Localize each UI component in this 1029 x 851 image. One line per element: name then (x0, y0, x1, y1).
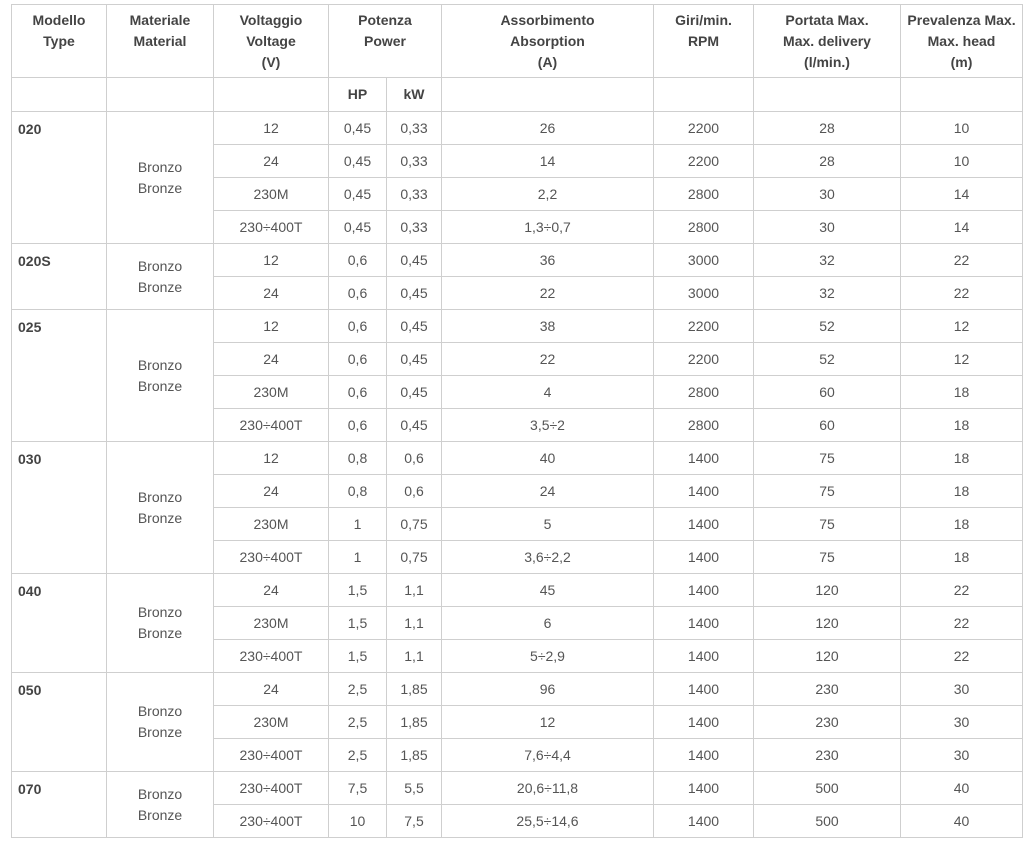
header-model: Modello Type (12, 5, 107, 78)
header-row (12, 5, 1023, 78)
rpm-cell: 1400 (654, 607, 754, 640)
delivery-cell: 120 (754, 640, 901, 673)
header-material: Materiale Material (107, 5, 214, 78)
kw-cell: 1,1 (387, 640, 442, 673)
absorption-cell: 14 (442, 145, 654, 178)
subheader-empty-cell (442, 78, 654, 112)
delivery-cell: 28 (754, 145, 901, 178)
rpm-cell: 2200 (654, 343, 754, 376)
subheader-kw: kW (387, 78, 442, 112)
hp-cell: 1 (329, 541, 387, 574)
hp-cell: 1,5 (329, 574, 387, 607)
kw-cell: 0,45 (387, 277, 442, 310)
subheader-empty-cell (754, 78, 901, 112)
material-cell (107, 673, 214, 772)
material-label: Bronze (137, 278, 183, 295)
kw-cell: 1,1 (387, 607, 442, 640)
delivery-cell: 75 (754, 475, 901, 508)
model-cell: 050 (12, 673, 107, 772)
voltage-cell: 230÷400T (214, 739, 329, 772)
head-cell: 30 (901, 706, 1023, 739)
material-label: Bronzo (137, 158, 183, 175)
delivery-cell: 60 (754, 376, 901, 409)
model-cell: 030 (12, 442, 107, 574)
kw-cell: 1,85 (387, 706, 442, 739)
voltage-cell: 230÷400T (214, 541, 329, 574)
kw-cell: 0,45 (387, 376, 442, 409)
hp-cell: 0,45 (329, 112, 387, 145)
voltage-cell: 24 (214, 343, 329, 376)
table-row (12, 112, 1023, 145)
delivery-cell: 30 (754, 178, 901, 211)
hp-cell: 0,8 (329, 442, 387, 475)
kw-cell: 0,45 (387, 343, 442, 376)
absorption-cell: 5 (442, 508, 654, 541)
absorption-cell: 45 (442, 574, 654, 607)
rpm-cell: 2200 (654, 145, 754, 178)
head-cell: 30 (901, 739, 1023, 772)
header-power: Potenza Power (329, 5, 442, 78)
voltage-cell: 24 (214, 145, 329, 178)
head-cell: 10 (901, 145, 1023, 178)
hp-cell: 0,6 (329, 376, 387, 409)
rpm-cell: 2800 (654, 376, 754, 409)
absorption-cell: 12 (442, 706, 654, 739)
subheader-empty-cell (654, 78, 754, 112)
material-cell (107, 112, 214, 244)
hp-cell: 0,6 (329, 277, 387, 310)
kw-cell: 0,33 (387, 112, 442, 145)
kw-cell: 0,6 (387, 475, 442, 508)
hp-cell: 2,5 (329, 673, 387, 706)
delivery-cell: 500 (754, 805, 901, 838)
absorption-cell: 20,6÷11,8 (442, 772, 654, 805)
material-label: Bronzo (137, 785, 183, 802)
rpm-cell: 2800 (654, 211, 754, 244)
head-cell: 30 (901, 673, 1023, 706)
head-cell: 22 (901, 640, 1023, 673)
pump-specs-table (11, 4, 1023, 838)
material-label: Bronze (137, 625, 183, 641)
absorption-cell: 38 (442, 310, 654, 343)
head-cell: 40 (901, 772, 1023, 805)
rpm-cell: 1400 (654, 475, 754, 508)
material-cell (107, 244, 214, 310)
kw-cell: 0,6 (387, 442, 442, 475)
voltage-cell: 230÷400T (214, 211, 329, 244)
delivery-cell: 75 (754, 541, 901, 574)
voltage-cell: 12 (214, 244, 329, 277)
hp-cell: 1,5 (329, 640, 387, 673)
hp-cell: 0,6 (329, 244, 387, 277)
rpm-cell: 2800 (654, 178, 754, 211)
delivery-cell: 75 (754, 508, 901, 541)
header-rpm: Giri/min. RPM (654, 5, 754, 78)
material-label: Bronze (137, 806, 183, 823)
absorption-cell: 4 (442, 376, 654, 409)
kw-cell: 0,45 (387, 409, 442, 442)
kw-cell: 0,33 (387, 145, 442, 178)
voltage-cell: 230÷400T (214, 640, 329, 673)
material-label: Bronze (137, 377, 183, 394)
delivery-cell: 120 (754, 607, 901, 640)
model-cell: 020 (12, 112, 107, 244)
absorption-cell: 5÷2,9 (442, 640, 654, 673)
kw-cell: 0,45 (387, 244, 442, 277)
voltage-cell: 230M (214, 607, 329, 640)
hp-cell: 0,6 (329, 310, 387, 343)
head-cell: 40 (901, 805, 1023, 838)
rpm-cell: 3000 (654, 277, 754, 310)
head-cell: 22 (901, 244, 1023, 277)
table-row (12, 442, 1023, 475)
hp-cell: 0,8 (329, 475, 387, 508)
delivery-cell: 28 (754, 112, 901, 145)
voltage-cell: 12 (214, 442, 329, 475)
material-label: Bronze (137, 179, 183, 196)
head-cell: 18 (901, 442, 1023, 475)
absorption-cell: 22 (442, 277, 654, 310)
hp-cell: 2,5 (329, 739, 387, 772)
kw-cell: 0,75 (387, 508, 442, 541)
absorption-cell: 40 (442, 442, 654, 475)
rpm-cell: 1400 (654, 640, 754, 673)
delivery-cell: 52 (754, 310, 901, 343)
material-cell (107, 442, 214, 574)
absorption-cell: 36 (442, 244, 654, 277)
voltage-cell: 230M (214, 706, 329, 739)
delivery-cell: 75 (754, 442, 901, 475)
hp-cell: 0,45 (329, 211, 387, 244)
header-delivery: Portata Max. Max. delivery (l/min.) (754, 5, 901, 78)
rpm-cell: 1400 (654, 574, 754, 607)
head-cell: 22 (901, 277, 1023, 310)
voltage-cell: 24 (214, 277, 329, 310)
voltage-cell: 12 (214, 310, 329, 343)
voltage-cell: 230M (214, 178, 329, 211)
delivery-cell: 52 (754, 343, 901, 376)
head-cell: 18 (901, 541, 1023, 574)
absorption-cell: 2,2 (442, 178, 654, 211)
kw-cell: 0,45 (387, 310, 442, 343)
delivery-cell: 60 (754, 409, 901, 442)
absorption-cell: 24 (442, 475, 654, 508)
kw-cell: 0,75 (387, 541, 442, 574)
delivery-cell: 230 (754, 706, 901, 739)
material-cell (107, 310, 214, 442)
material-cell (107, 574, 214, 673)
material-label: Bronzo (137, 356, 183, 373)
rpm-cell: 1400 (654, 442, 754, 475)
head-cell: 18 (901, 409, 1023, 442)
hp-cell: 0,6 (329, 409, 387, 442)
voltage-cell: 24 (214, 574, 329, 607)
absorption-cell: 26 (442, 112, 654, 145)
delivery-cell: 500 (754, 772, 901, 805)
rpm-cell: 1400 (654, 739, 754, 772)
voltage-cell: 12 (214, 112, 329, 145)
head-cell: 14 (901, 178, 1023, 211)
head-cell: 18 (901, 376, 1023, 409)
material-label: Bronze (137, 509, 183, 526)
kw-cell: 1,1 (387, 574, 442, 607)
delivery-cell: 32 (754, 277, 901, 310)
head-cell: 14 (901, 211, 1023, 244)
material-label: Bronzo (137, 604, 183, 620)
rpm-cell: 2800 (654, 409, 754, 442)
rpm-cell: 2200 (654, 112, 754, 145)
hp-cell: 0,45 (329, 145, 387, 178)
rpm-cell: 3000 (654, 244, 754, 277)
voltage-cell: 230M (214, 376, 329, 409)
absorption-cell: 3,5÷2 (442, 409, 654, 442)
absorption-cell: 3,6÷2,2 (442, 541, 654, 574)
kw-cell: 5,5 (387, 772, 442, 805)
subheader-empty-cell (214, 78, 329, 112)
kw-cell: 0,33 (387, 178, 442, 211)
kw-cell: 0,33 (387, 211, 442, 244)
material-label: Bronzo (137, 257, 183, 274)
header-head: Prevalenza Max. Max. head (m) (901, 5, 1023, 78)
table-row (12, 574, 1023, 607)
voltage-cell: 230÷400T (214, 805, 329, 838)
delivery-cell: 32 (754, 244, 901, 277)
material-label: Bronze (137, 724, 183, 740)
subheader-row (12, 78, 1023, 112)
hp-cell: 0,45 (329, 178, 387, 211)
head-cell: 10 (901, 112, 1023, 145)
voltage-cell: 24 (214, 673, 329, 706)
voltage-cell: 24 (214, 475, 329, 508)
hp-cell: 1 (329, 508, 387, 541)
model-cell: 020S (12, 244, 107, 310)
rpm-cell: 1400 (654, 772, 754, 805)
hp-cell: 2,5 (329, 706, 387, 739)
absorption-cell: 7,6÷4,4 (442, 739, 654, 772)
kw-cell: 7,5 (387, 805, 442, 838)
head-cell: 22 (901, 574, 1023, 607)
table-row (12, 673, 1023, 706)
kw-cell: 1,85 (387, 739, 442, 772)
rpm-cell: 1400 (654, 541, 754, 574)
hp-cell: 10 (329, 805, 387, 838)
absorption-cell: 22 (442, 343, 654, 376)
delivery-cell: 120 (754, 574, 901, 607)
head-cell: 12 (901, 343, 1023, 376)
table-row (12, 310, 1023, 343)
absorption-cell: 1,3÷0,7 (442, 211, 654, 244)
rpm-cell: 2200 (654, 310, 754, 343)
absorption-cell: 96 (442, 673, 654, 706)
subheader-hp: HP (329, 78, 387, 112)
table-row (12, 244, 1023, 277)
subheader-empty-cell (901, 78, 1023, 112)
absorption-cell: 6 (442, 607, 654, 640)
material-cell (107, 772, 214, 838)
table-row (12, 772, 1023, 805)
subheader-empty-cell (12, 78, 107, 112)
delivery-cell: 230 (754, 739, 901, 772)
hp-cell: 0,6 (329, 343, 387, 376)
rpm-cell: 1400 (654, 805, 754, 838)
subheader-empty-cell (107, 78, 214, 112)
header-voltage: Voltaggio Voltage (V) (214, 5, 329, 78)
delivery-cell: 30 (754, 211, 901, 244)
kw-cell: 1,85 (387, 673, 442, 706)
voltage-cell: 230M (214, 508, 329, 541)
model-cell: 040 (12, 574, 107, 673)
table-body (12, 112, 1023, 838)
delivery-cell: 230 (754, 673, 901, 706)
head-cell: 18 (901, 475, 1023, 508)
absorption-cell: 25,5÷14,6 (442, 805, 654, 838)
hp-cell: 7,5 (329, 772, 387, 805)
voltage-cell: 230÷400T (214, 409, 329, 442)
rpm-cell: 1400 (654, 706, 754, 739)
voltage-cell: 230÷400T (214, 772, 329, 805)
hp-cell: 1,5 (329, 607, 387, 640)
model-cell: 025 (12, 310, 107, 442)
head-cell: 22 (901, 607, 1023, 640)
rpm-cell: 1400 (654, 673, 754, 706)
model-cell: 070 (12, 772, 107, 838)
material-label: Bronzo (137, 703, 183, 719)
head-cell: 18 (901, 508, 1023, 541)
rpm-cell: 1400 (654, 508, 754, 541)
material-label: Bronzo (137, 488, 183, 505)
head-cell: 12 (901, 310, 1023, 343)
header-absorption: Assorbimento Absorption (A) (442, 5, 654, 78)
